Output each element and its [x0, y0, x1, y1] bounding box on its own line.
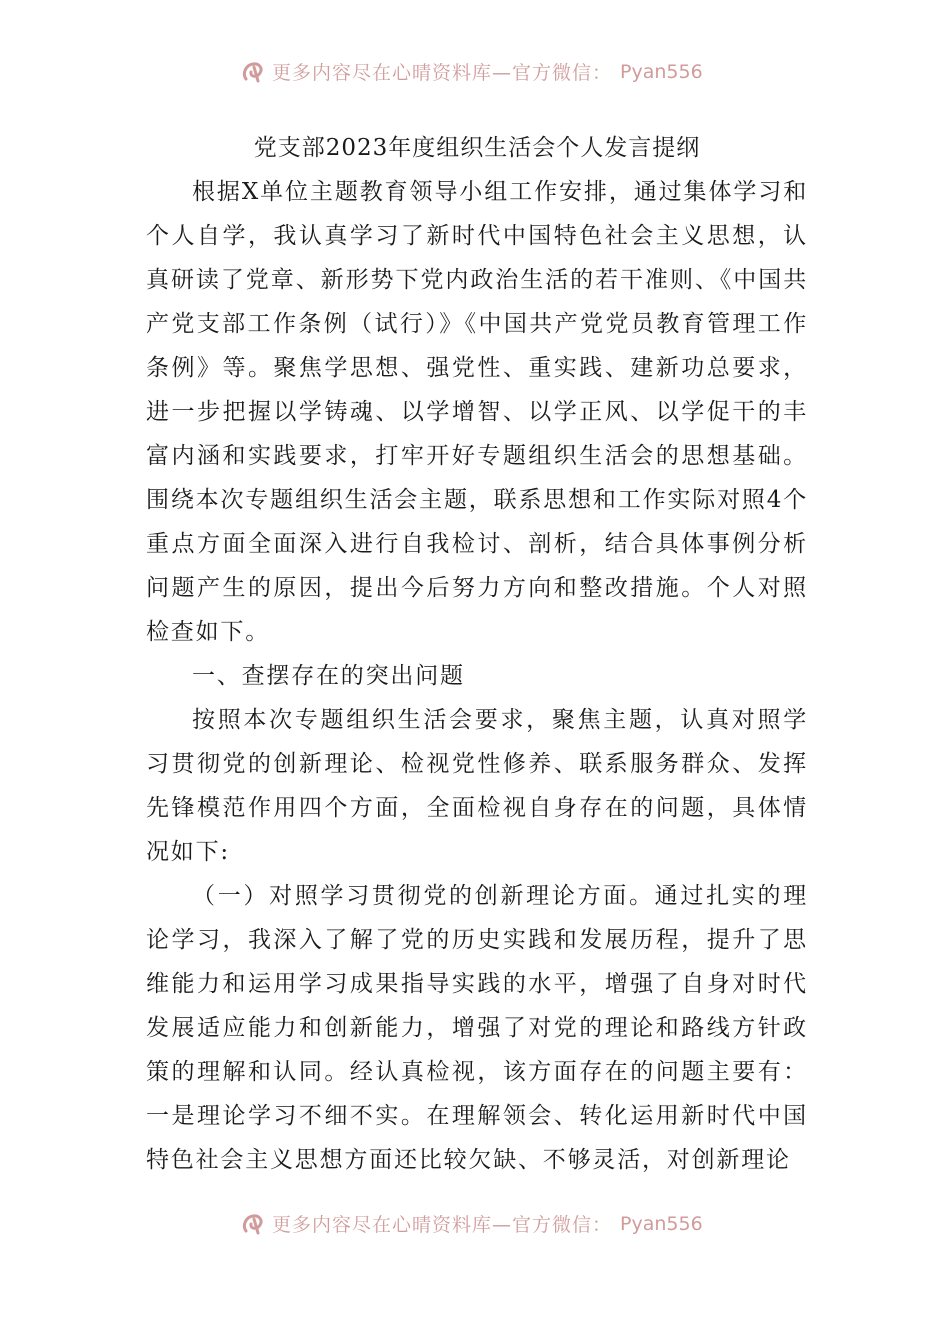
watermark-logo-icon: [240, 1211, 266, 1237]
watermark-id: Pyan556: [620, 60, 703, 83]
section-1-heading: 一、查摆存在的突出问题: [192, 663, 465, 689]
watermark-footer: [0, 1206, 950, 1236]
watermark-text: 更多内容尽在心晴资料库—官方微信：: [272, 62, 613, 84]
watermark-id: Pyan556: [620, 1212, 703, 1235]
watermark-header: [0, 54, 950, 84]
subsection-1-paragraph: （一）对照学习贯彻党的创新理论方面。通过扎实的理论学习，我深入了解了党的历史实践和发展历程，提升了思维能力和运用学习成果指导实践的水平，增强了自身对时代发展适应能力和创新能力，增强了对党的理论和路线方针政策的理解和认同。经认真检视，该方面存在的问题主要有：一是理论学习不细不实。在理解领会、转化运用新时代中国特色社会主义思想方面还比较欠缺、不够灵活，对创新理论: [146, 883, 808, 1173]
intro-paragraph: 根据X单位主题教育领导小组工作安排，通过集体学习和个人自学，我认真学习了新时代中国特色社会主义思想，认真研读了党章、新形势下党内政治生活的若干准则、《中国共产党支部工作条例（试行）》《中国共产党党员教育管理工作条例》等。聚焦学思想、强党性、重实践、建新功总要求，进一步把握以学铸魂、以学增智、以学正风、以学促干的丰富内涵和实践要求，打牢开好专题组织生活会的思想基础。围绕本次专题组织生活会主题，联系思想和工作实际对照4个重点方面全面深入进行自我检讨、剖析，结合具体事例分析问题产生的原因，提出今后努力方向和整改措施。个人对照检查如下。: [146, 179, 808, 645]
document-title: 党支部2023年度组织生活会个人发言提纲: [253, 135, 701, 161]
section-1-paragraph: 按照本次专题组织生活会要求，聚焦主题，认真对照学习贯彻党的创新理论、检视党性修养、联系服务群众、发挥先锋模范作用四个方面，全面检视自身存在的问题，具体情况如下:: [146, 707, 808, 865]
watermark-text: 更多内容尽在心晴资料库—官方微信：: [272, 1214, 613, 1236]
document-page: [146, 126, 808, 1182]
watermark-logo-icon: [240, 59, 266, 85]
